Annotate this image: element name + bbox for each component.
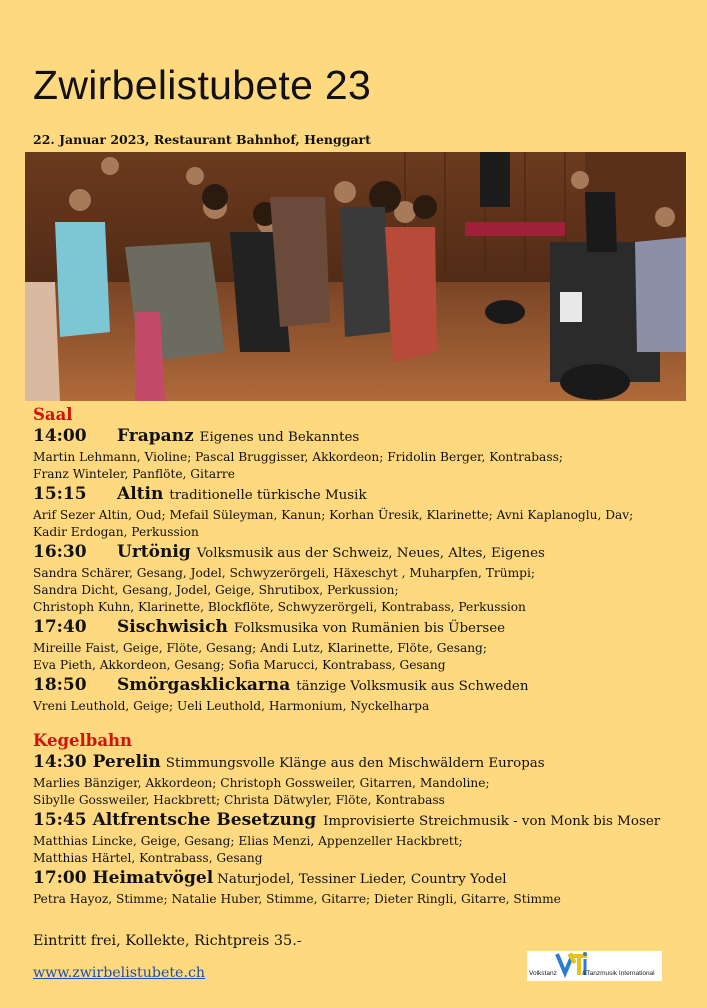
member-line: Matthias Härtel, Kontrabass, Gesang [33,851,263,865]
vti-logo [527,951,662,981]
act-description: Eigenes und Bekanntes [199,430,360,445]
act-band: Smörgasklickarna [117,675,291,695]
member-line: Sandra Dicht, Gesang, Jodel, Geige, Shrutibox, Perkussion; [33,583,399,597]
act-time: 14:00 [33,426,87,446]
act-description: Stimmungsvolle Klänge aus den Mischwäldern Europas [165,756,545,771]
member-line: Christoph Kuhn, Klarinette, Blockflöte, Schwyzerörgeli, Kontrabass, Perkussion [33,600,526,614]
member-line: Matthias Lincke, Geige, Gesang; Elias Menzi, Appenzeller Hackbrett; [33,834,463,848]
logo-text-right: &Tanzmusik International [582,970,655,977]
member-line: Franz Winteler, Panflöte, Gitarre [33,467,235,481]
act-block [33,425,693,483]
member-line: Martin Lehmann, Violine; Pascal Bruggisser, Akkordeon; Fridolin Berger, Kontrabass; [33,450,563,464]
event-date-location: 22. Januar 2023, Restaurant Bahnhof, Henggart [33,132,371,147]
act-time: 15:45 [33,810,87,830]
act-time: 17:00 [33,868,87,888]
section-heading-saal: Saal [33,405,73,424]
act-band: Heimatvögel [92,868,214,888]
member-line: Marlies Bänziger, Akkordeon; Christoph Gossweiler, Gitarren, Mandoline; [33,776,490,790]
act-time: 15:15 [33,484,87,504]
dance-photo [25,152,686,401]
member-line: Mireille Faist, Geige, Flöte, Gesang; Andi Lutz, Klarinette, Flöte, Gesang; [33,641,487,655]
member-line: Petra Hayoz, Stimme; Natalie Huber, Stimme, Gitarre; Dieter Ringli, Gitarre, Stimme [33,892,561,906]
act-time: 14:30 [33,752,87,772]
member-line: Eva Pieth, Akkordeon, Gesang; Sofia Marucci, Kontrabass, Gesang [33,658,446,672]
act-block [33,483,693,541]
act-band: Altin [117,484,164,504]
act-description: traditionelle türkische Musik [169,488,367,503]
act-time: 17:40 [33,617,87,637]
act-band: Frapanz [117,426,194,446]
act-block [33,751,693,809]
act-band: Altfrentsche Besetzung [92,810,317,830]
act-description: Volksmusik aus der Schweiz, Neues, Altes, Eigenes [196,546,545,561]
act-block [33,867,693,908]
act-description: Improvisierte Streichmusik - von Monk bis Moser [323,814,661,829]
act-description: tänzige Volksmusik aus Schweden [296,679,529,694]
member-line: Vreni Leuthold, Geige; Ueli Leuthold, Harmonium, Nyckelharpa [33,699,430,713]
page-title: Zwirbelistubete 23 [33,62,372,108]
program-listing [33,404,693,908]
act-block [33,809,693,867]
act-block [33,541,693,616]
logo-text-left: Volkstanz [529,970,557,977]
act-band: Sischwisich [117,617,228,637]
member-line: Sandra Schärer, Gesang, Jodel, Schwyzerörgeli, Häxeschyt , Muharpfen, Trümpi; [33,566,535,580]
member-line: Sibylle Gossweiler, Hackbrett; Christa Dätwyler, Flöte, Kontrabass [33,793,445,807]
act-band: Perelin [92,752,161,772]
act-time: 18:50 [33,675,87,695]
act-description: Folksmusika von Rumänien bis Übersee [233,621,506,636]
act-description: Naturjodel, Tessiner Lieder, Country Yodel [217,872,507,887]
act-block [33,674,693,715]
act-time: 16:30 [33,542,87,562]
admission-info: Eintritt frei, Kollekte, Richtpreis 35.- [33,933,302,949]
section-heading-kegelbahn: Kegelbahn [33,731,132,750]
member-line: Kadir Erdogan, Perkussion [33,525,199,539]
member-line: Arif Sezer Altin, Oud; Mefail Süleyman, Kanun; Korhan Üresik, Klarinette; Avni Kaplanoglu, Dav; [33,508,634,522]
act-band: Urtönig [117,542,191,562]
act-block [33,616,693,674]
website-link[interactable]: www.zwirbelistubete.ch [33,965,206,981]
